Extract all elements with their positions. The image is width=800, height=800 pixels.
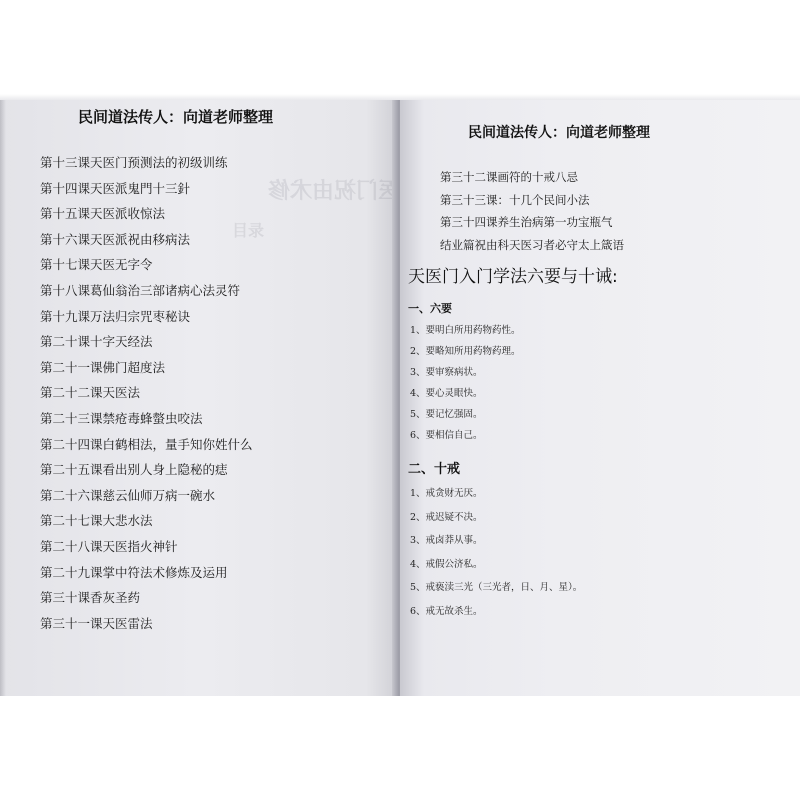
background-surface xyxy=(0,0,800,100)
right-toc-list xyxy=(440,166,624,256)
section-title: 天医门入门学法六要与十诫: xyxy=(408,267,618,287)
six-essentials-heading: 一、六要 xyxy=(408,302,452,315)
list-item: 1、戒贪财无厌。 xyxy=(410,488,483,499)
bleed-through-heading: 目录 xyxy=(232,221,265,240)
list-item: 6、戒无故杀生。 xyxy=(410,605,483,617)
toc-item: 第三十一课天医雷法 xyxy=(40,615,153,631)
toc-item: 第二十课十字天经法 xyxy=(40,334,153,350)
toc-item: 第十三课天医门预测法的初级训练 xyxy=(40,155,228,170)
toc-item: 第二十六课慈云仙师万病一碗水 xyxy=(40,487,216,503)
toc-item: 第二十四课白鹤相法，量手知你姓什么 xyxy=(40,436,253,452)
toc-item: 第二十二课天医法 xyxy=(40,385,141,401)
toc-item: 第十四课天医派鬼門十三針 xyxy=(40,180,191,196)
left-toc-list xyxy=(40,150,253,636)
toc-item: 第二十八课天医指火神针 xyxy=(40,538,178,554)
page-edge-shadow xyxy=(0,100,6,696)
right-page-header: 民间道法传人：向道老师整理 xyxy=(468,125,650,141)
toc-item: 第三十二课画符的十戒八忌 xyxy=(440,170,578,184)
toc-item: 第二十五课看出别人身上隐秘的痣 xyxy=(40,462,228,478)
toc-item: 第二十三课禁疮毒蜂螫虫咬法 xyxy=(40,410,203,426)
toc-item: 第十七课天医无字令 xyxy=(40,257,153,273)
bleed-through-title: 天医门祝由术修 xyxy=(268,179,423,204)
toc-item: 第二十一课佛门超度法 xyxy=(40,359,166,375)
list-item: 3、戒卤莽从事。 xyxy=(410,535,483,546)
toc-item: 第三十三课：十几个民间小法 xyxy=(440,192,590,207)
ten-precepts-list xyxy=(410,482,582,623)
list-item: 2、要略知所用药物药理。 xyxy=(410,346,521,357)
ten-precepts-heading: 二、十戒 xyxy=(408,462,461,477)
left-page-header: 民间道法传人：向道老师整理 xyxy=(78,108,274,126)
toc-item: 第三十四课养生治病第一功宝瓶气 xyxy=(440,215,613,229)
list-item: 4、要心灵眼快。 xyxy=(410,388,483,399)
toc-item: 第十九课万法归宗咒枣秘诀 xyxy=(40,308,191,324)
right-page xyxy=(400,100,800,696)
toc-item: 第二十九课掌中符法术修炼及运用 xyxy=(40,564,228,580)
toc-item: 第十五课天医派收惊法 xyxy=(40,206,166,222)
six-essentials-list xyxy=(410,320,521,446)
toc-item: 第十六课天医派祝由移病法 xyxy=(40,231,191,247)
left-page xyxy=(0,100,423,696)
list-item: 2、戒迟疑不决。 xyxy=(410,511,483,523)
list-item: 5、要记忆强固。 xyxy=(410,409,483,420)
list-item: 1、要明白所用药物药性。 xyxy=(410,325,521,336)
list-item: 6、要相信自己。 xyxy=(410,430,483,441)
toc-item: 第二十七课大悲水法 xyxy=(40,513,153,529)
toc-item: 结业篇祝由科天医习者必守太上箴语 xyxy=(440,237,624,252)
list-item: 4、戒假公济私。 xyxy=(410,558,483,570)
background-surface-bottom xyxy=(0,696,800,800)
toc-item: 第十八课葛仙翁治三部诸病心法灵符 xyxy=(40,282,241,298)
list-item: 3、要审察病状。 xyxy=(410,367,483,378)
toc-item: 第三十课香灰圣药 xyxy=(40,590,141,606)
list-item: 5、戒亵渎三光（三光者，日、月、星）。 xyxy=(410,582,583,593)
